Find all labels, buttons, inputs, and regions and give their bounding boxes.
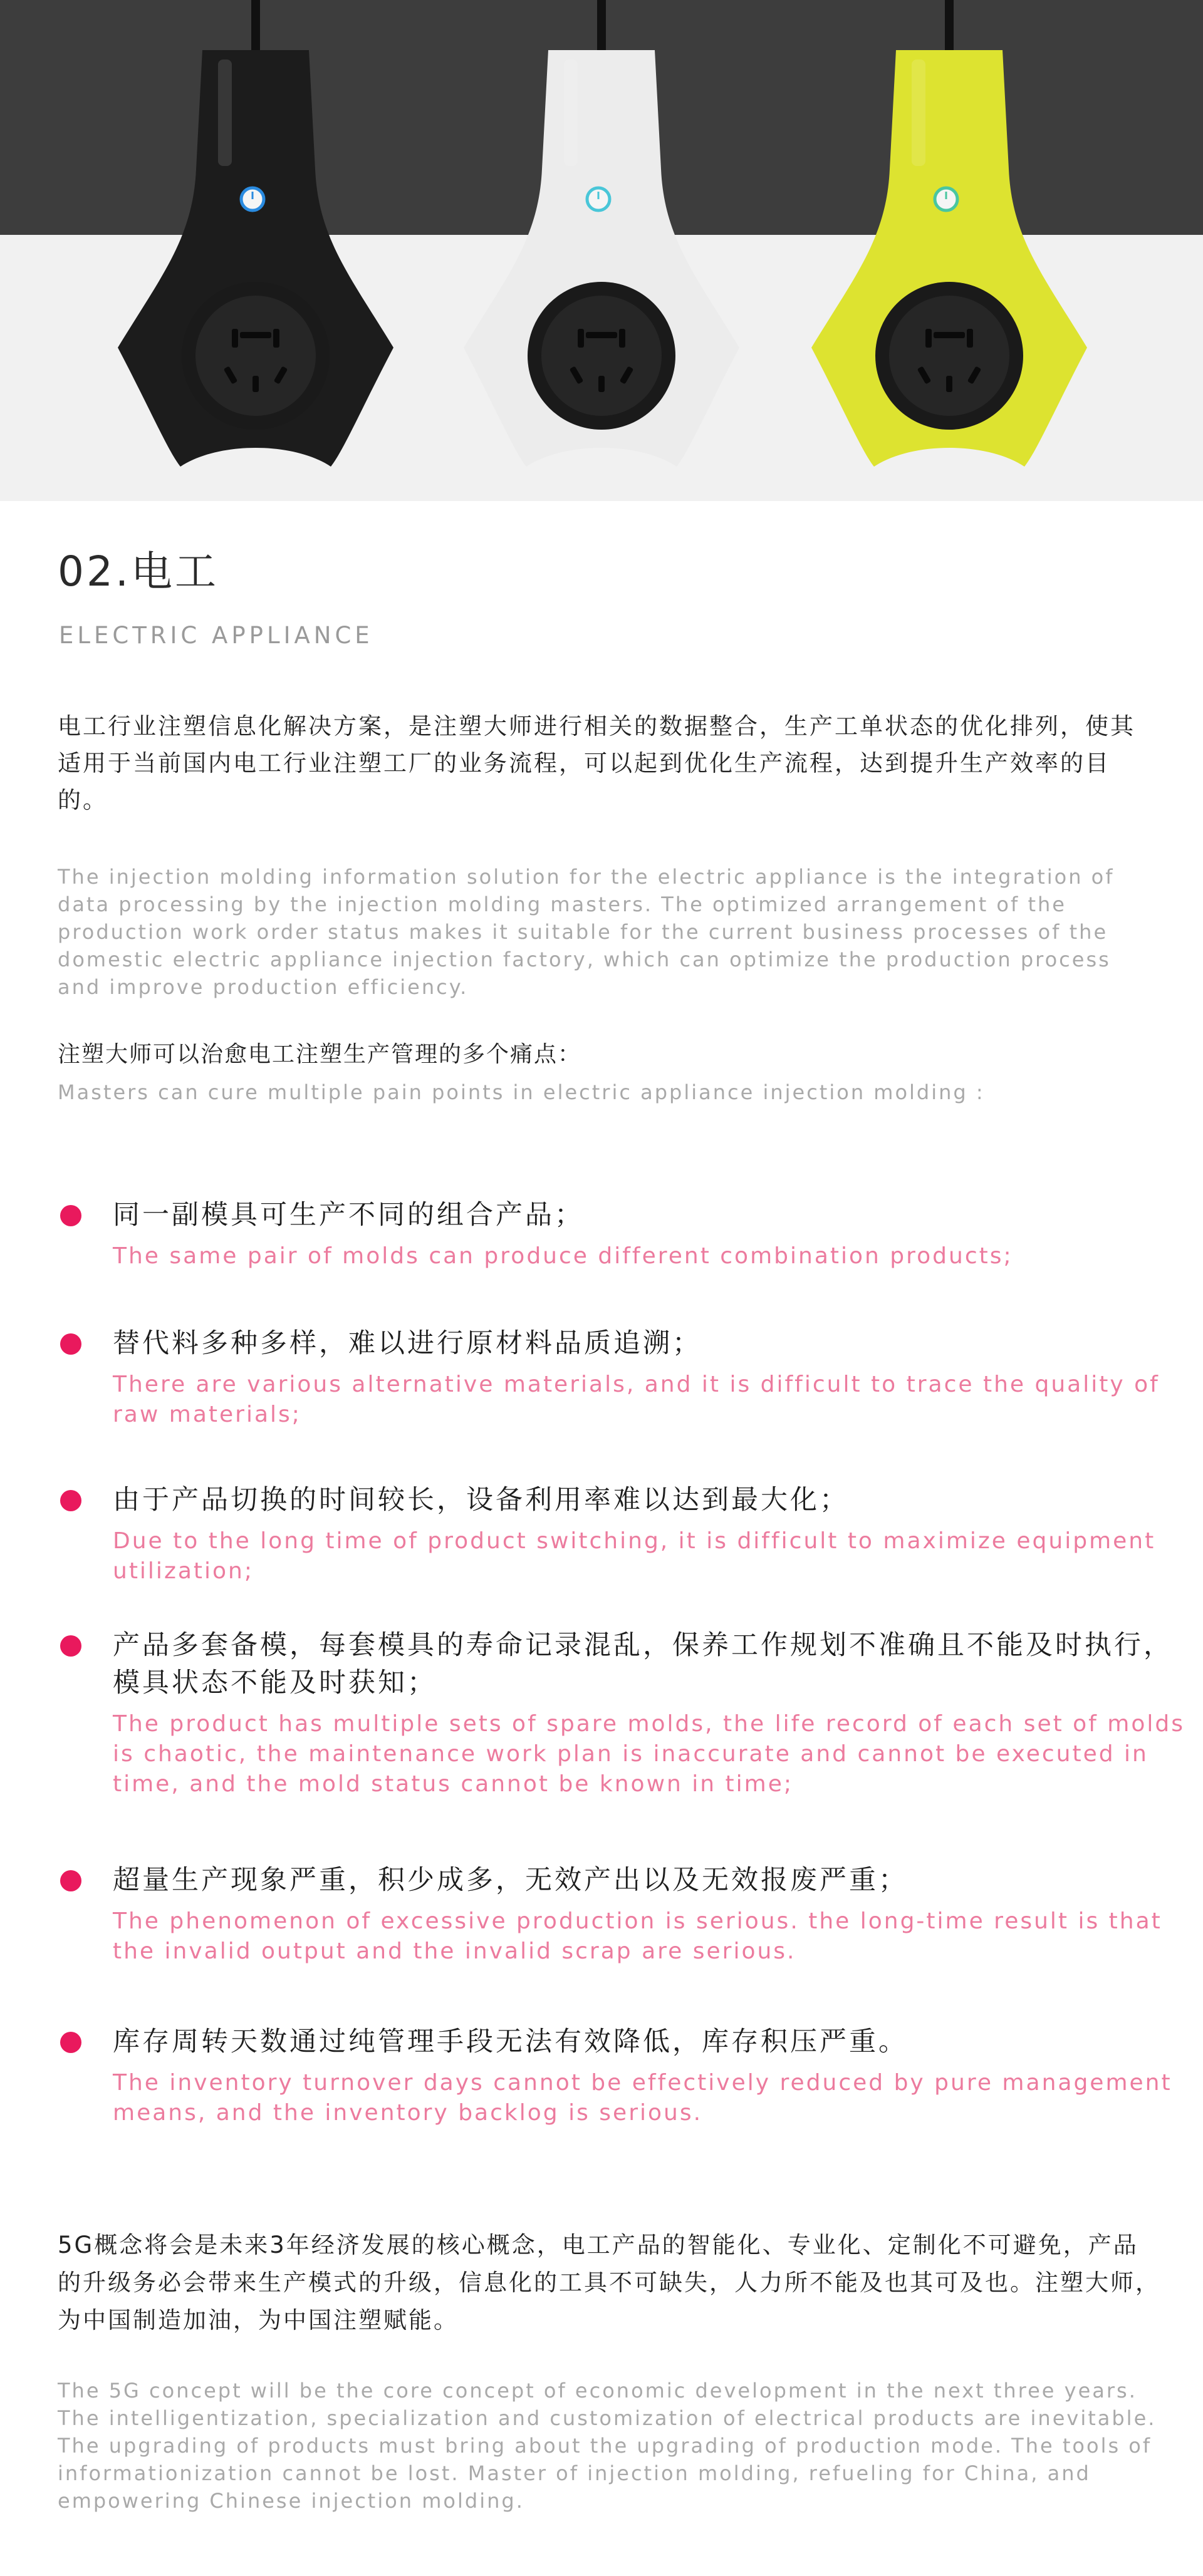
outlet-face <box>889 296 1009 416</box>
bullet-dot-icon <box>60 1490 81 1511</box>
pain-point-cn: 由于产品切换的时间较长，设备利用率难以达到最大化； <box>113 1484 849 1516</box>
pain-point-en: The inventory turnover days cannot be effectively reduced by pure management means, and the inventory backlog is serious. <box>113 2070 1172 2126</box>
product-illustration <box>0 0 1203 501</box>
outlet-hole <box>619 329 625 348</box>
outlet-hole <box>934 332 965 338</box>
outlet-hole <box>967 329 973 348</box>
pain-point-cn: 库存周转天数通过纯管理手段无法有效降低，库存积压严重。 <box>113 2026 908 2057</box>
bullet-dot-icon <box>60 1205 81 1226</box>
pain-point-item <box>58 1196 1185 1325</box>
outlet-hole <box>273 329 279 348</box>
pain-points-heading-en: Masters can cure multiple pain points in electric appliance injection molding : <box>58 1080 985 1104</box>
outro-english: The 5G concept will be the core concept of economic development in the next three years. The intelligentization, specialization and customization of electrical products are inevitable. The upgrading of products must bring about the upgrading of production mode. The tools of informationization cannot be lost. Master of injection molding, refueling for China, and empowering Chinese injection molding. <box>58 2379 1157 2513</box>
pain-point-item <box>58 2023 1185 2148</box>
outlet-hole <box>232 329 238 348</box>
bullet-dot-icon <box>60 1333 81 1355</box>
outlet-hole <box>946 376 952 392</box>
outlet-face <box>541 296 662 416</box>
pain-point-en: The phenomenon of excessive production is serious. the long-time result is that the invalid output and the invalid scrap are serious. <box>113 1908 1162 1964</box>
outlet-hole <box>578 329 584 348</box>
bullet-dot-icon <box>60 1870 81 1891</box>
power-cable <box>251 0 260 53</box>
outlet-hole <box>253 376 259 392</box>
socket-column <box>196 50 315 169</box>
pain-point-en: The product has multiple sets of spare molds, the life record of each set of molds is chaotic, the maintenance work plan is inaccurate and cannot be executed in time, and the mold status cannot be known in time; <box>113 1711 1185 1797</box>
outlet-hole <box>925 329 932 348</box>
pain-points-list <box>58 1196 1185 2148</box>
socket-column <box>890 50 1009 169</box>
pain-point-item <box>58 1627 1185 1861</box>
hero-image <box>0 0 1203 501</box>
power-cable <box>597 0 606 53</box>
intro-english: The injection molding information solution for the electric appliance is the integration of data processing by the injection molding masters. The optimized arrangement of the production work order status makes it suitable for the current business processes of the domestic electric appliance injection factory, which can optimize the production process and improve production efficiency. <box>58 865 1115 999</box>
bullet-dot-icon <box>60 1635 81 1657</box>
pain-point-item <box>58 1481 1185 1627</box>
socket-column <box>542 50 661 169</box>
pain-point-cn: 同一副模具可生产不同的组合产品； <box>113 1199 584 1231</box>
socket-highlight <box>218 59 232 166</box>
socket-product-white <box>464 0 739 467</box>
pain-points-heading-cn: 注塑大师可以治愈电工注塑生产管理的多个痛点： <box>58 1042 582 1067</box>
socket-product-black <box>118 0 393 467</box>
pain-point-en: There are various alternative materials, and it is difficult to trace the quality of raw materials; <box>113 1372 1160 1427</box>
section-subtitle: ELECTRIC APPLIANCE <box>59 622 373 649</box>
outlet-face <box>195 296 316 416</box>
pain-point-cn: 产品多套备模，每套模具的寿命记录混乱，保养工作规划不准确且不能及时执行，模具状态不能及时获知； <box>113 1630 1173 1699</box>
intro-chinese: 电工行业注塑信息化解决方案，是注塑大师进行相关的数据整合，生产工单状态的优化排列，使其适用于当前国内电工行业注塑工厂的业务流程，可以起到优化生产流程，达到提升生产效率的目的。 <box>58 713 1135 814</box>
pain-point-item <box>58 1325 1185 1481</box>
outlet-hole <box>240 332 271 338</box>
socket-highlight <box>912 59 925 166</box>
outro-chinese: 5G概念将会是未来3年经济发展的核心概念，电工产品的智能化、专业化、定制化不可避免，产品的升级务必会带来生产模式的升级，信息化的工具不可缺失，人力所不能及也其可及也。注塑大师，为中国制造加油，为中国注塑赋能。 <box>58 2232 1160 2334</box>
section-title: 02.电工 <box>58 547 219 596</box>
pain-point-cn: 超量生产现象严重，积少成多，无效产出以及无效报废严重； <box>113 1865 908 1896</box>
outlet-hole <box>598 376 605 392</box>
socket-highlight <box>564 59 578 166</box>
power-cable <box>945 0 954 53</box>
pain-point-cn: 替代料多种多样，难以进行原材料品质追溯； <box>113 1328 702 1359</box>
pain-point-en: The same pair of molds can produce different combination products; <box>113 1243 1013 1269</box>
pain-point-item <box>58 1861 1185 2023</box>
socket-product-yellow <box>811 0 1087 467</box>
outlet-hole <box>586 332 617 338</box>
pain-point-en: Due to the long time of product switching, it is difficult to maximize equipment utilization; <box>113 1528 1156 1584</box>
bullet-dot-icon <box>60 2032 81 2053</box>
